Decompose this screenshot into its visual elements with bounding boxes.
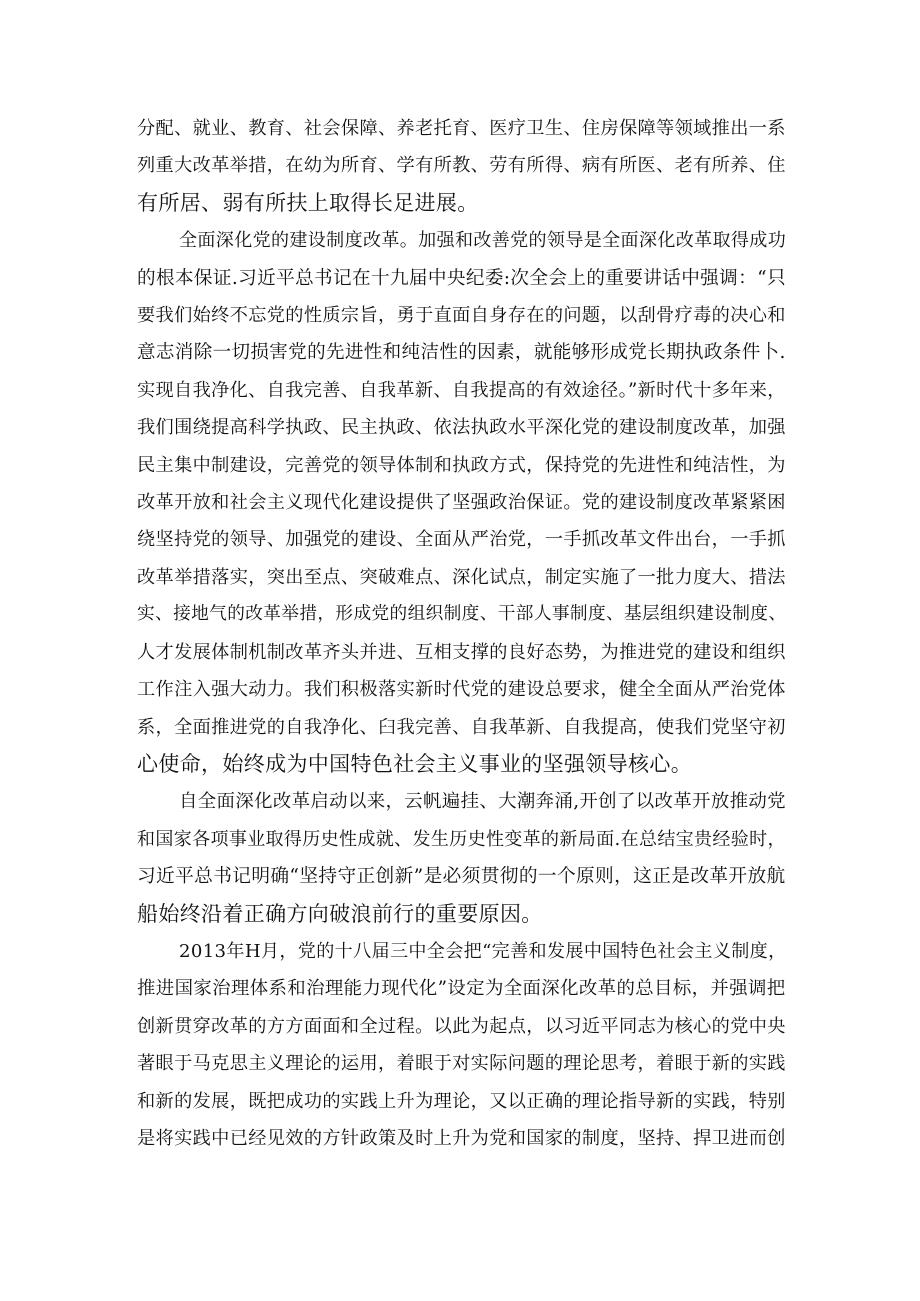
- text-line: 是将实践中已经见效的方针政策及时上升为党和国家的制度，坚持、捍卫进而创: [137, 1127, 786, 1149]
- text-line: 工作注入强大动力。我们积极落实新时代党的建设总要求，健全全面从严治党体: [137, 679, 786, 701]
- text-line: 实、接地气的改革举措，形成党的组织制度、干部人事制度、基层组织建设制度、: [137, 604, 787, 625]
- text-line: 改革举措落实，突出至点、突破难点、深化试点，制定实施了一批力度大、措法: [137, 566, 786, 588]
- paragraph: [137, 933, 788, 1157]
- document-body: [137, 110, 788, 1157]
- text-line: 自全面深化改革启动以来，云帆遍挂、大潮奔涌,开创了以改革开放推动党: [179, 791, 786, 813]
- text-line: 意志消除一切损害党的先进性和纯洁性的因素，就能够形成党长期执政条件卜.: [137, 342, 786, 364]
- text-line: 习近平总书记明确“坚持守正创新”是必须贯彻的一个原则，这正是改革开放航: [137, 866, 786, 888]
- paragraph: [137, 222, 788, 783]
- text-line: 民主集中制建设，完善党的领导体制和执政方式，保持党的先进性和纯洁性，为: [137, 454, 786, 476]
- text-line: 要我们始终不忘党的性质宗旨，勇于直面自身存在的问题，以刮骨疗毒的决心和: [137, 305, 786, 327]
- text-line: 创新贯穿改革的方方面面和全过程。以此为起点，以习近平同志为核心的党中央: [137, 1015, 786, 1037]
- text-line: 心使命，始终成为中国特色社会主义事业的坚强领导核心。: [137, 751, 693, 776]
- paragraph: [137, 783, 788, 933]
- text-line: 我们围绕提高科学执政、民主执政、依法执政水平深化党的建设制度改革，加强: [137, 417, 786, 439]
- text-line: 和新的发展，既把成功的实践上升为理论，又以正确的理论指导新的实践，特别: [137, 1090, 786, 1112]
- text-line: 绕坚持党的领导、加强党的建设、全面从严治党，一手抓改革文件出台，一手抓: [137, 529, 786, 551]
- text-line: 实现自我净化、自我完善、自我革新、自我提高的有效途径。”新时代十多年来，: [137, 379, 786, 401]
- text-line: 船始终沿着正确方向破浪前行的重要原因。: [137, 901, 543, 926]
- text-line: 全面深化党的建设制度改革。加强和改善党的领导是全面深化改革取得成功: [179, 230, 787, 252]
- text-line: 系，全面推进党的自我净化、臼我完善、自我革新、自我提高，使我们党坚守初: [137, 716, 786, 738]
- text-line: 列重大改革举措，在幼为所育、学有所教、劳有所得、病有所医、老有所养、住: [137, 155, 786, 177]
- text-line: 和国家各项事业取得历史性成就、发生历史性变革的新局面.在总结宝贵经验时，: [137, 828, 786, 850]
- paragraph: [137, 110, 788, 222]
- text-line: 有所居、弱有所扶上取得长足进展。: [137, 190, 479, 215]
- text-line: 改革开放和社会主义现代化建设提供了坚强政治保证。党的建设制度改革紧紧困: [137, 492, 786, 514]
- text-line: 2013年H月，党的十八届三中全会把“完善和发展中国特色社会主义制度，: [179, 940, 787, 962]
- text-line: 分配、就业、教育、社会保障、养老托育、医疗卫生、住房保障等领域推出一系: [137, 118, 786, 139]
- text-line: 的根本保证.习近平总书记在十九届中央纪委:次全会上的重要讲话中强调：“只: [137, 267, 786, 289]
- text-line: 著眼于马克思主义理论的运用，着眼于对实际问题的理论思考，着眼于新的实践: [137, 1053, 786, 1075]
- text-line: 推进国家治理体系和治理能力现代化”设定为全面深化改革的总目标，并强调把: [137, 978, 786, 1000]
- text-line: 人才发展体制机制改革齐头并进、互相支撑的良好态势，为推进党的建设和组织: [137, 641, 786, 663]
